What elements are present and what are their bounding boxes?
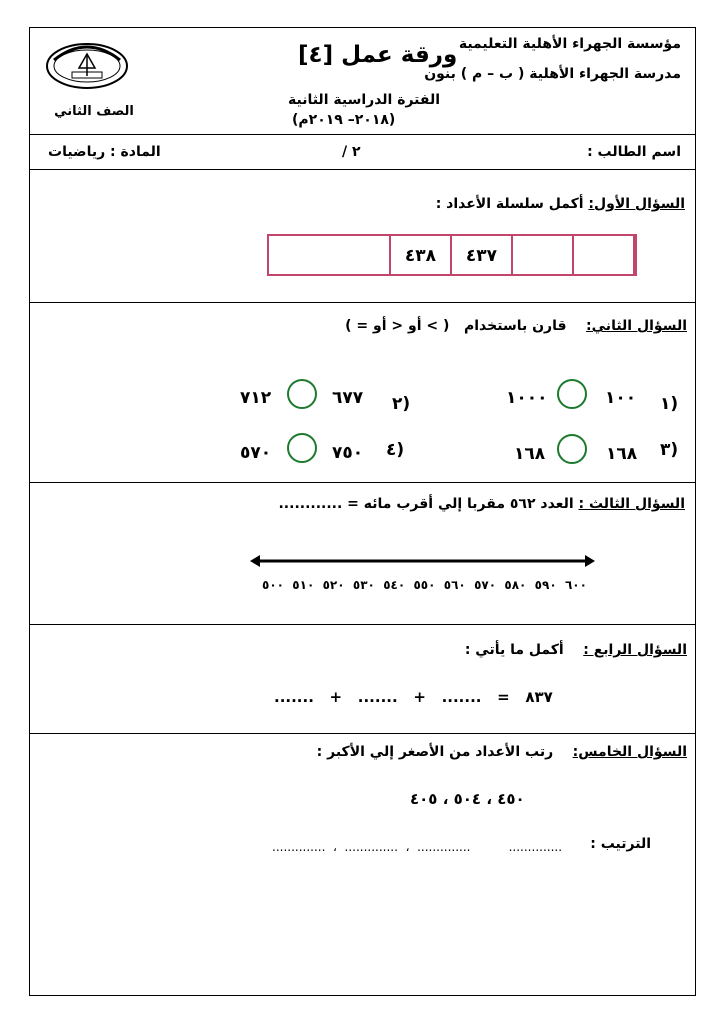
compare-right-value: ١٦٨ (514, 444, 546, 464)
number-line-ticks (262, 578, 587, 592)
q3-text: العدد ٥٦٢ مقربا إلي أقرب مائه = ............ (278, 496, 574, 512)
q4-equation[interactable]: ٨٣٧ = ....... + ....... + ....... (274, 688, 553, 706)
q2-symbols: ( > أو < أو = ) (345, 318, 450, 334)
tick-label: ٥٤٠ (383, 578, 406, 592)
section-divider (30, 302, 695, 303)
sequence-box[interactable] (513, 236, 574, 276)
q2-text: قارن باستخدام (464, 318, 567, 334)
q2-heading: السؤال الثاني: (586, 318, 687, 334)
number-sequence-boxes (267, 234, 637, 276)
subject-label: المادة : رياضيات (48, 144, 161, 160)
worksheet-page (29, 27, 696, 996)
section-divider (30, 482, 695, 483)
tick-label: ٥١٠ (292, 578, 315, 592)
q5-prompt (317, 744, 687, 760)
q1-prompt (436, 196, 685, 212)
q5-text: رتب الأعداد من الأصغر إلي الأكبر : (316, 744, 554, 760)
sequence-box[interactable] (269, 236, 330, 276)
worksheet-title: ورقة عمل [٤] (298, 42, 458, 68)
grade-label: الصف الثاني (54, 104, 134, 119)
q4-text: أكمل ما يأتي : (464, 642, 564, 658)
tick-label: ٥٢٠ (322, 578, 345, 592)
q5-heading: السؤال الخامس: (572, 744, 687, 760)
q4-heading: السؤال الرابع : (583, 642, 687, 658)
compare-circle[interactable] (287, 379, 317, 409)
item-number: ٤) (386, 440, 405, 460)
item-number: ٣) (660, 440, 679, 460)
tick-label: ٥٥٠ (413, 578, 436, 592)
q5-numbers: ٤٥٠ ، ٥٠٤ ، ٤٠٥ (410, 790, 525, 808)
q3-heading: السؤال الثالث : (578, 496, 685, 512)
school-name: مدرسة الجهراء الأهلية ( ب – م ) بنون (424, 66, 681, 82)
compare-circle[interactable] (287, 433, 317, 463)
compare-right-value: ١٠٠٠ (506, 388, 548, 408)
section-divider (30, 733, 695, 734)
compare-left-value: ١٦٨ (606, 444, 638, 464)
compare-circle[interactable] (557, 434, 587, 464)
tick-label: ٥٩٠ (534, 578, 557, 592)
item-number: ٢) (392, 394, 411, 414)
q1-heading: السؤال الأول: (588, 196, 685, 212)
tick-label: ٥٦٠ (443, 578, 466, 592)
school-logo (44, 32, 130, 90)
compare-right-value: ٥٧٠ (240, 443, 272, 463)
org-name: مؤسسة الجهراء الأهلية التعليمية (458, 36, 681, 52)
sequence-box[interactable] (330, 236, 391, 276)
term-label: الفترة الدراسية الثانية (288, 92, 441, 108)
compare-left-value: ٧٥٠ (332, 443, 364, 463)
q4-prompt (465, 642, 687, 658)
compare-left-value: ١٠٠ (605, 388, 637, 408)
sequence-box[interactable]: ٤٣٧ (452, 236, 513, 276)
order-label: الترتيب : (590, 836, 651, 852)
year-label: (٢٠١٨– ٢٠١٩م) (292, 112, 396, 128)
compare-circle[interactable] (557, 379, 587, 409)
tick-label: ٥٧٠ (474, 578, 497, 592)
number-line (250, 551, 595, 571)
section-divider (30, 624, 695, 625)
student-name-label: اسم الطالب : (587, 144, 681, 160)
tick-label: ٥٣٠ (352, 578, 375, 592)
sequence-box[interactable] (574, 236, 635, 276)
compare-right-value: ٧١٢ (240, 388, 272, 408)
order-blanks[interactable]: .............. .............. ، .............. ، .............. (272, 840, 563, 854)
header-divider-top (30, 134, 695, 135)
tick-label: ٦٠٠ (564, 578, 587, 592)
q1-text: أكمل سلسلة الأعداد : (435, 196, 584, 212)
item-number: ١) (660, 394, 679, 414)
class-field: ٢ / (342, 144, 361, 160)
tick-label: ٥٨٠ (504, 578, 527, 592)
q2-prompt (345, 318, 687, 334)
header-divider-bottom (30, 169, 695, 170)
tick-label: ٥٠٠ (262, 578, 284, 592)
q3-prompt (278, 496, 685, 512)
compare-left-value: ٦٧٧ (332, 388, 364, 408)
sequence-box[interactable]: ٤٣٨ (391, 236, 452, 276)
